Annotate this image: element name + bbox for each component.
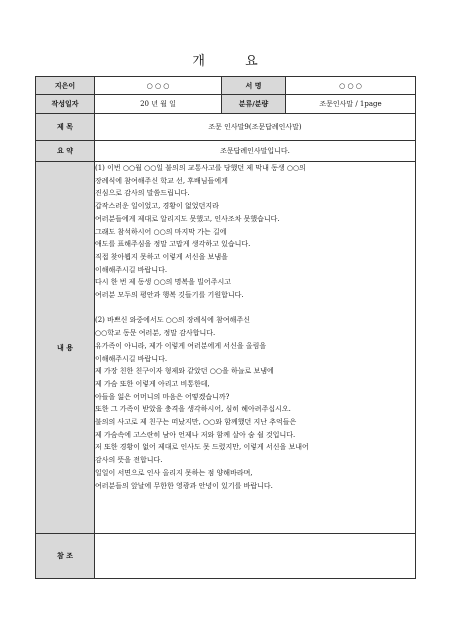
content-paragraph-2: [95, 314, 415, 492]
content-line: 일일이 서면으로 인사 올리지 못하는 점 양해바라며,: [95, 468, 253, 477]
category-value: 조문인사말 / 1page: [286, 95, 416, 114]
content-line: 제 가슴속에 고스란히 남아 언제나 저와 함께 살아 숨 쉴 것입니다.: [95, 430, 296, 439]
summary-label: 요 약: [36, 141, 95, 162]
content-line: 또한 그 가족이 받았을 충격을 생각하시어, 심히 헤아려주십시오.: [95, 405, 291, 414]
content-label: 내 용: [36, 162, 95, 534]
author-value: ○ ○ ○: [95, 77, 222, 95]
content-line: 제 가장 친한 친구이자 형제와 같았던 ○○을 하늘로 보냄에: [95, 367, 274, 376]
content-line: 진심으로 감사의 말씀드립니다.: [95, 189, 190, 198]
content-line: 저 또한 경황이 없어 제대로 인사도 못 드렸지만, 이렇게 서신을 보내어: [95, 443, 309, 452]
content-line: 이해해주시길 바랍니다.: [95, 354, 168, 363]
content-body: [95, 162, 416, 534]
content-line: 아들을 잃은 어머니의 마음은 어떻겠습니까?: [95, 392, 230, 401]
content-line: ○○학교 동문 여러분, 정말 감사합니다.: [95, 329, 216, 338]
author-row: [36, 77, 416, 95]
content-line: 여러분들의 앞날에 무한한 영광과 안녕이 있기를 바랍니다.: [95, 481, 273, 490]
content-paragraph-1: [95, 162, 415, 302]
content-line: 여러분들에게 제대로 알리지도 못했고, 인사조차 못했습니다.: [95, 214, 280, 223]
content-line: 이해해주시길 바랍니다.: [95, 265, 168, 274]
summary-value: 조문답례인사말입니다.: [95, 141, 416, 162]
content-line: 장례식에 참여해주신 학교 선, 후배님들에게: [95, 176, 228, 185]
subject-row: [36, 114, 416, 141]
reference-value: [95, 534, 416, 579]
date-label: 작성일자: [36, 95, 95, 114]
content-line: 직접 찾아뵙지 못하고 이렇게 서신을 보냄을: [95, 252, 228, 261]
subject-value: 조문 인사말9(조문답례인사말): [95, 114, 416, 141]
content-line: (2) 바쁘신 와중에서도 ○○의 장례식에 참여해주신: [95, 316, 250, 325]
content-line: 그래도 참석하시어 ○○의 마지막 가는 길에: [95, 227, 227, 236]
content-line: 애도를 표해주심을 정말 고맙게 생각하고 있습니다.: [95, 240, 251, 249]
content-line: 갑작스러운 일이었고, 경황이 없었던지라: [95, 202, 219, 211]
content-row: [36, 162, 416, 534]
content-line: 다시 한 번 제 동생 ○○의 명복을 빌어주시고: [95, 278, 231, 287]
subject-label: 제 목: [36, 114, 95, 141]
signature-label: 서 명: [222, 77, 286, 95]
content-line: 제 가슴 또한 이렇게 아리고 비통한데,: [95, 379, 210, 388]
content-line: 유가족이 아니라, 제가 이렇게 여러분에게 서신을 올림을: [95, 341, 267, 350]
date-value: 20 년 월 일: [95, 95, 222, 114]
content-line: 불의의 사고로 제 친구는 떠났지만, ○○와 함께했던 지난 추억들은: [95, 418, 297, 427]
content-line: 감사의 뜻을 전합니다.: [95, 456, 163, 465]
signature-value: ○ ○ ○: [286, 77, 416, 95]
date-row: [36, 95, 416, 114]
category-label: 분류/분량: [222, 95, 286, 114]
reference-label: 참 조: [36, 534, 95, 579]
summary-form-table: [35, 76, 416, 579]
reference-row: [36, 534, 416, 579]
author-label: 지은이: [36, 77, 95, 95]
content-line: (1) 이번 ○○월 ○○일 불의의 교통사고를 당했던 제 막내 동생 ○○의: [95, 164, 306, 172]
document-title: 개 요: [192, 54, 276, 69]
content-line: 여러분 모두의 평안과 행복 깃들기를 기원합니다.: [95, 291, 244, 300]
summary-row: [36, 141, 416, 162]
